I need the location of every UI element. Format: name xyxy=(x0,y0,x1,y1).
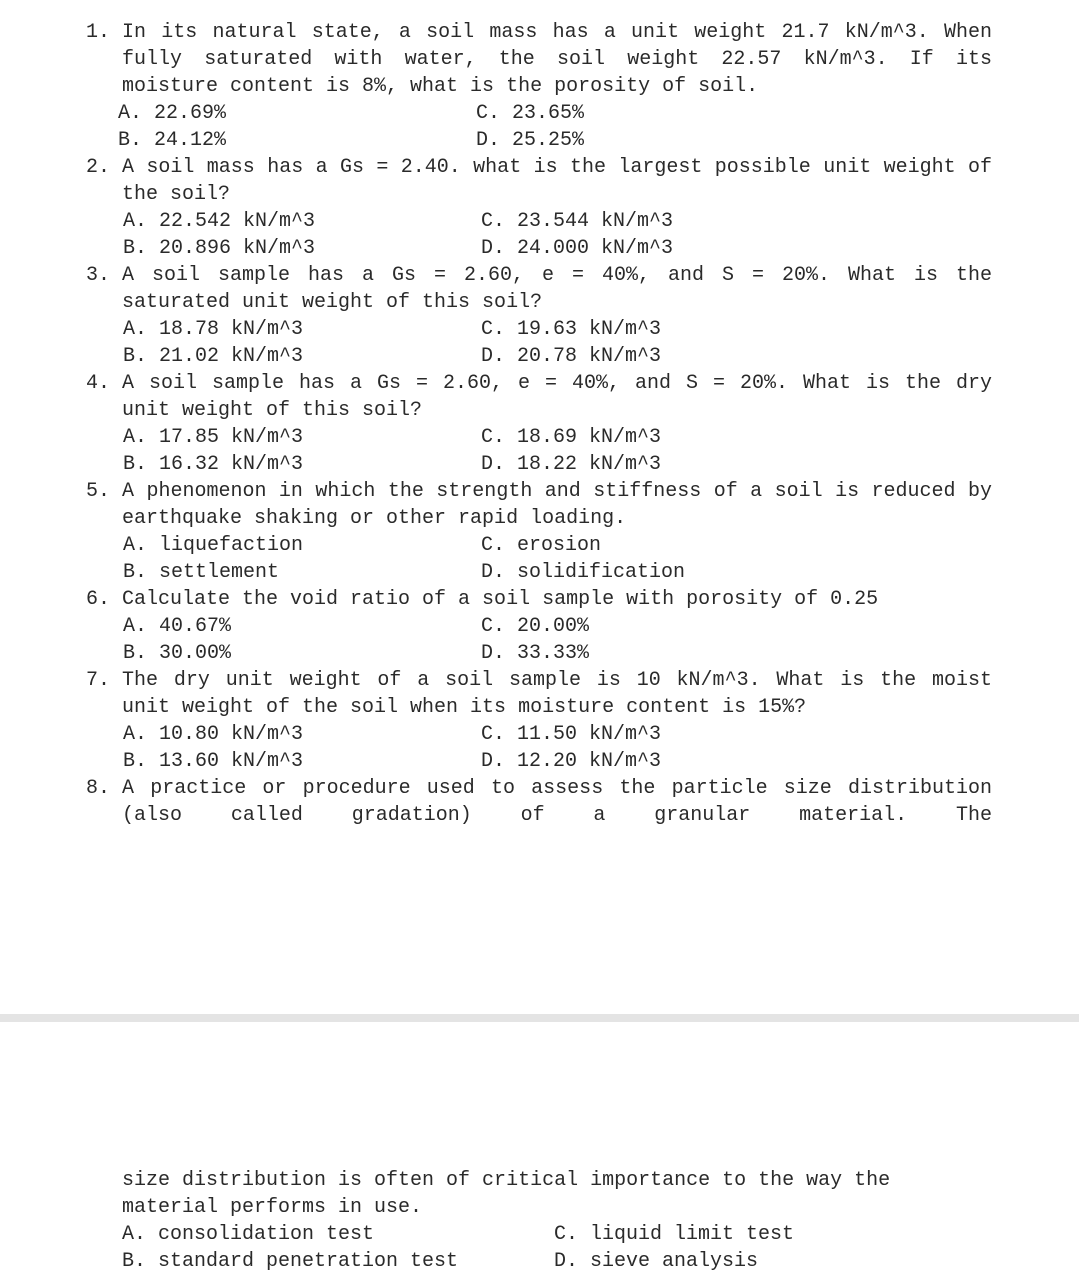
choice-c[interactable]: C. liquid limit test xyxy=(554,1223,795,1246)
choice-a[interactable]: A. 22.69% xyxy=(118,102,227,125)
question-3 xyxy=(86,262,992,370)
choice-a[interactable]: A. 18.78 kN/m^3 xyxy=(123,318,304,341)
question-number: 7. xyxy=(86,669,111,692)
choice-c[interactable]: C. erosion xyxy=(481,534,602,557)
question-text: A soil sample has a Gs = 2.60, e = 40%, and S = 20%. What is the dry unit weight of this soil? xyxy=(122,372,992,422)
question-4 xyxy=(86,370,992,478)
choice-d[interactable]: D. 33.33% xyxy=(481,642,590,665)
choice-b[interactable]: B. 20.896 kN/m^3 xyxy=(123,237,316,260)
choice-grid xyxy=(86,100,992,154)
question-list xyxy=(86,19,992,829)
page-2 xyxy=(0,1022,1079,1276)
choice-a[interactable]: A. 10.80 kN/m^3 xyxy=(123,723,304,746)
choice-c[interactable]: C. 23.65% xyxy=(476,102,585,125)
choice-grid xyxy=(86,532,992,586)
choice-b[interactable]: B. 13.60 kN/m^3 xyxy=(123,750,304,773)
choice-d[interactable]: D. 18.22 kN/m^3 xyxy=(481,453,662,476)
choice-a[interactable]: A. 40.67% xyxy=(123,615,232,638)
question-number: 8. xyxy=(86,777,111,800)
choice-c[interactable]: C. 18.69 kN/m^3 xyxy=(481,426,662,449)
choice-d[interactable]: D. 12.20 kN/m^3 xyxy=(481,750,662,773)
choice-d[interactable]: D. 24.000 kN/m^3 xyxy=(481,237,674,260)
question-2 xyxy=(86,154,992,262)
choice-a[interactable]: A. 22.542 kN/m^3 xyxy=(123,210,316,233)
question-text: The dry unit weight of a soil sample is 10 kN/m^3. What is the moist unit weight of the soil when its moisture content is 15%? xyxy=(122,669,992,719)
choice-grid xyxy=(86,721,992,775)
choice-c[interactable]: C. 19.63 kN/m^3 xyxy=(481,318,662,341)
question-text: A phenomenon in which the strength and stiffness of a soil is reduced by earthquake shaking or other rapid loading. xyxy=(122,480,992,530)
choice-grid xyxy=(86,613,992,667)
choice-d[interactable]: D. sieve analysis xyxy=(554,1250,759,1273)
question-text: Calculate the void ratio of a soil sample with porosity of 0.25 xyxy=(122,588,879,611)
question-number: 3. xyxy=(86,264,111,287)
question-5 xyxy=(86,478,992,586)
question-text: A practice or procedure used to assess the particle size distribution (also called gradation) of a granular material. The xyxy=(122,777,992,827)
question-8 xyxy=(86,775,992,829)
question-number: 1. xyxy=(86,21,111,44)
question-text: A soil sample has a Gs = 2.60, e = 40%, and S = 20%. What is the saturated unit weight of this soil? xyxy=(122,264,992,314)
choice-d[interactable]: D. 25.25% xyxy=(476,129,585,152)
choice-d[interactable]: D. solidification xyxy=(481,561,686,584)
choice-c[interactable]: C. 11.50 kN/m^3 xyxy=(481,723,662,746)
question-text: A soil mass has a Gs = 2.40. what is the largest possible unit weight of the soil? xyxy=(122,156,992,206)
choice-b[interactable]: B. 16.32 kN/m^3 xyxy=(123,453,304,476)
choice-a[interactable]: A. liquefaction xyxy=(123,534,304,557)
choice-a[interactable]: A. consolidation test xyxy=(122,1223,375,1246)
choice-c[interactable]: C. 23.544 kN/m^3 xyxy=(481,210,674,233)
choice-a[interactable]: A. 17.85 kN/m^3 xyxy=(123,426,304,449)
question-number: 6. xyxy=(86,588,111,611)
choice-b[interactable]: B. 24.12% xyxy=(118,129,227,152)
question-6 xyxy=(86,586,992,667)
choice-grid xyxy=(122,1221,992,1275)
choice-grid xyxy=(86,208,992,262)
question-text: In its natural state, a soil mass has a unit weight 21.7 kN/m^3. When fully saturated with water, the soil weight 22.57 kN/m^3. If its moisture content is 8%, what is the porosity of soil. xyxy=(122,21,992,98)
question-number: 2. xyxy=(86,156,111,179)
question-1 xyxy=(86,19,992,154)
question-number: 5. xyxy=(86,480,111,503)
choice-grid xyxy=(86,316,992,370)
choice-grid xyxy=(86,424,992,478)
choice-b[interactable]: B. standard penetration test xyxy=(122,1250,459,1273)
question-number: 4. xyxy=(86,372,111,395)
choice-b[interactable]: B. 21.02 kN/m^3 xyxy=(123,345,304,368)
choice-b[interactable]: B. settlement xyxy=(123,561,280,584)
choice-b[interactable]: B. 30.00% xyxy=(123,642,232,665)
question-8-continuation xyxy=(122,1167,992,1275)
question-7 xyxy=(86,667,992,775)
question-text-continued: size distribution is often of critical importance to the way the material performs in use. xyxy=(122,1169,891,1219)
choice-c[interactable]: C. 20.00% xyxy=(481,615,590,638)
page-divider xyxy=(0,1014,1079,1022)
choice-d[interactable]: D. 20.78 kN/m^3 xyxy=(481,345,662,368)
